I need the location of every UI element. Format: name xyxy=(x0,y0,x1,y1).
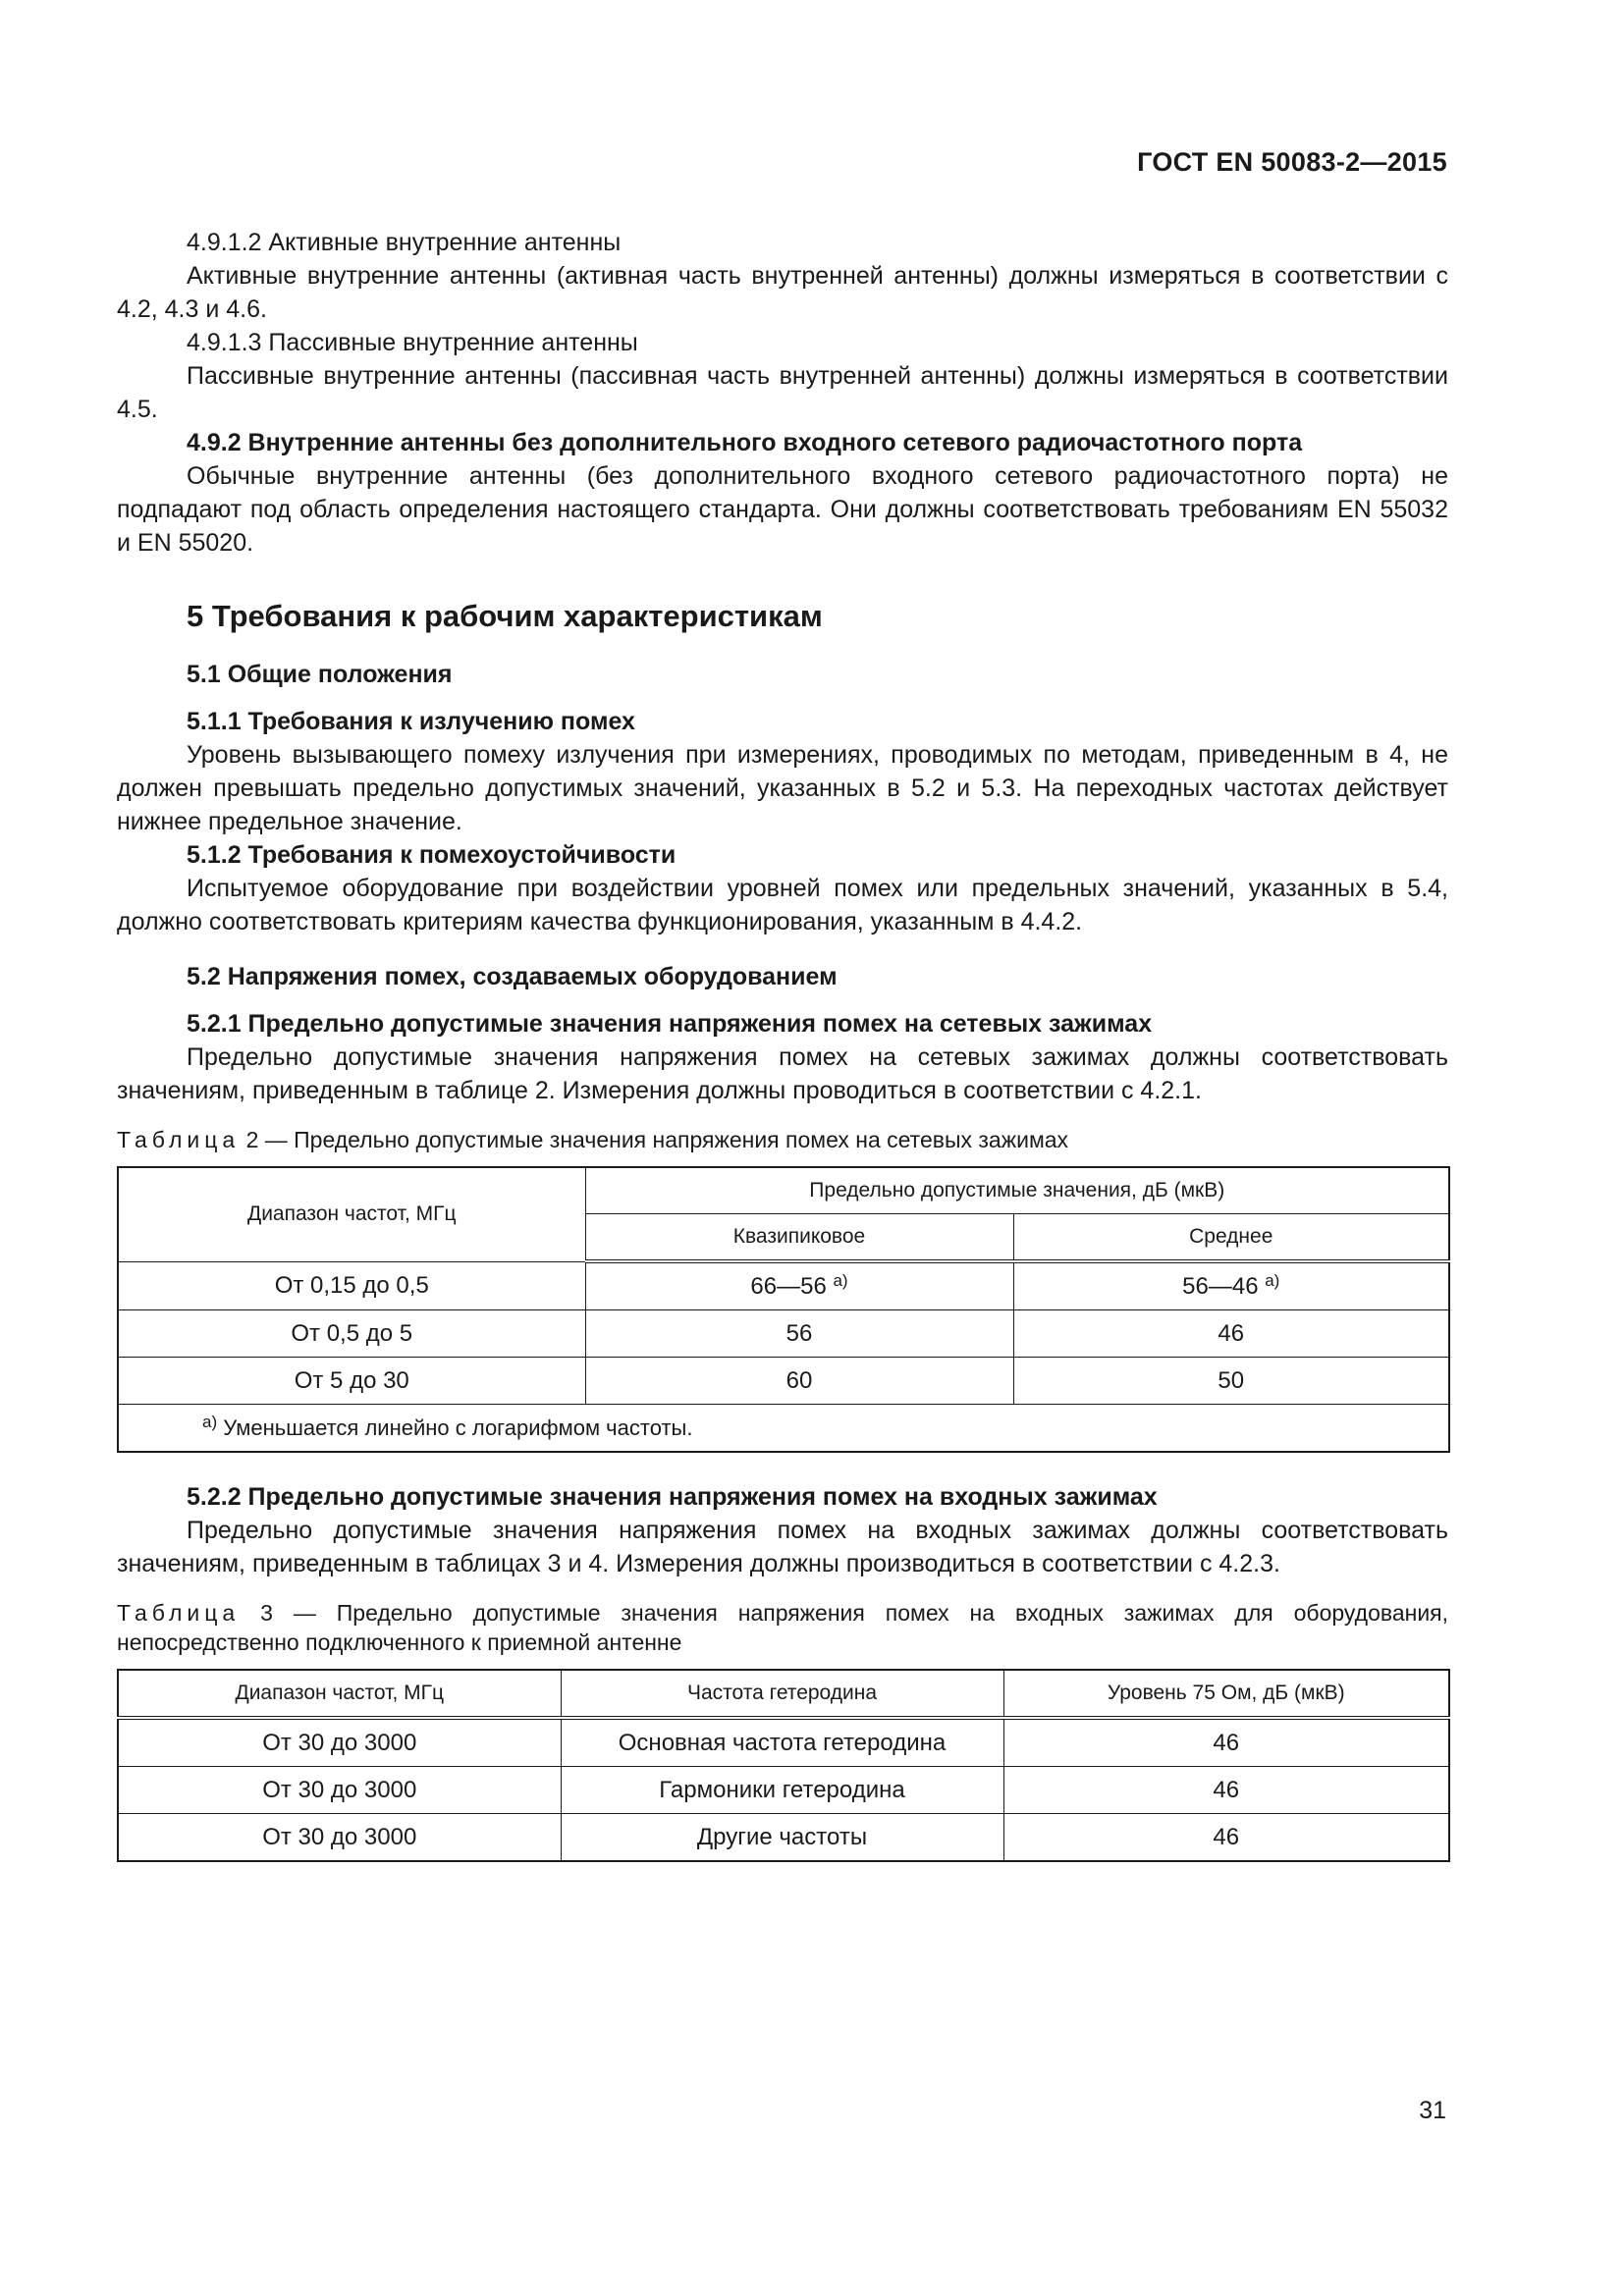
clause-5-1-2-heading: 5.1.2 Требования к помехоустойчивости xyxy=(187,841,677,869)
footnote-ref: а) xyxy=(833,1270,848,1290)
table-cell: 46 xyxy=(1003,1767,1449,1814)
clause-5-1-heading: 5.1 Общие положения xyxy=(187,661,453,688)
page-content xyxy=(117,226,1448,1862)
table-cell: 56—46 $^{а)}$ xyxy=(1013,1261,1449,1310)
clause-5-2-2-text: Предельно допустимые значения напряжения помех на входных зажимах должны соответствовать значениям, приведенным в таблицах 3 и 4. Измерения должны производиться в соответствии с 4.2.3. xyxy=(117,1517,1448,1577)
table-cell: 46 xyxy=(1013,1310,1449,1358)
table-row xyxy=(118,1261,1449,1310)
table-row xyxy=(118,1718,1449,1767)
table-3-caption-text: 3 — Предельно допустимые значения напряжения помех на входных зажимах для оборудования, непосредственно подключенного к приемной антенне xyxy=(117,1600,1449,1655)
table-2-caption-text: 2 — Предельно допустимые значения напряжения помех на сетевых зажимах xyxy=(245,1127,1069,1152)
table-3-caption xyxy=(117,1598,1448,1657)
clause-5-1-2-text: Испытуемое оборудование при воздействии уровней помех или предельных значений, указанных в 5.4, должно соответствовать критериям качества функционирования, указанным в 4.4.2. xyxy=(117,875,1448,935)
table-cell: 66—56 $^{а)}$ xyxy=(585,1261,1013,1310)
table-2-caption xyxy=(117,1125,1448,1154)
table-footnote xyxy=(118,1405,1449,1453)
document-id: ГОСТ EN 50083-2—2015 xyxy=(1137,147,1447,177)
clause-5-1-1-heading: 5.1.1 Требования к излучению помех xyxy=(187,708,635,735)
table-2-caption-label: Таблица xyxy=(117,1127,241,1152)
clause-4-9-1-2-title: 4.9.1.2 Активные внутренние антенны xyxy=(187,229,622,256)
table-cell: Основная частота гетеродина xyxy=(561,1718,1003,1767)
table-row xyxy=(118,1358,1449,1405)
clause-4-9-1-3-title: 4.9.1.3 Пассивные внутренние антенны xyxy=(187,329,638,356)
table-row xyxy=(118,1767,1449,1814)
table-cell: От 0,15 до 0,5 xyxy=(118,1261,585,1310)
clause-5-2-2-heading: 5.2.2 Предельно допустимые значения напряжения помех на входных зажимах xyxy=(187,1483,1158,1511)
table-row xyxy=(118,1310,1449,1358)
table-row xyxy=(118,1814,1449,1862)
table-cell: 46 xyxy=(1003,1718,1449,1767)
footnote-text: Уменьшается линейно с логарифмом частоты. xyxy=(223,1415,693,1440)
clause-5-2-heading: 5.2 Напряжения помех, создаваемых оборудованием xyxy=(187,963,838,990)
table-cell: От 30 до 3000 xyxy=(118,1767,561,1814)
table-cell: От 0,5 до 5 xyxy=(118,1310,585,1358)
clause-5-2-1-heading: 5.2.1 Предельно допустимые значения напряжения помех на сетевых зажимах xyxy=(187,1010,1153,1038)
table-3 xyxy=(117,1669,1450,1862)
table-cell: 60 xyxy=(585,1358,1013,1405)
table-cell: 50 xyxy=(1013,1358,1449,1405)
table-2-header-range: Диапазон частот, МГц xyxy=(118,1167,585,1261)
table-cell: 46 xyxy=(1003,1814,1449,1862)
page-number: 31 xyxy=(1419,2097,1446,2124)
table-3-header-lo: Частота гетеродина xyxy=(561,1670,1003,1718)
table-cell: От 30 до 3000 xyxy=(118,1814,561,1862)
clause-4-9-1-3-text: Пассивные внутренние антенны (пассивная часть внутренней антенны) должны измеряться в соответствии 4.5. xyxy=(117,362,1448,423)
clause-4-9-2-text: Обычные внутренние антенны (без дополнительного входного сетевого радиочастотного порта) не подпадают под область определения настоящего стандарта. Они должны соответствовать требованиям EN 55032 и EN 55020. xyxy=(117,462,1448,557)
table-2 xyxy=(117,1166,1450,1453)
clause-4-9-1-2-text: Активные внутренние антенны (активная часть внутренней антенны) должны измеряться в соответствии с 4.2, 4.3 и 4.6. xyxy=(117,262,1448,323)
table-cell: От 5 до 30 xyxy=(118,1358,585,1405)
table-3-header-level: Уровень 75 Ом, дБ (мкВ) xyxy=(1003,1670,1449,1718)
table-3-header-range: Диапазон частот, МГц xyxy=(118,1670,561,1718)
table-2-header-average: Среднее xyxy=(1013,1214,1449,1262)
table-cell: 56 xyxy=(585,1310,1013,1358)
footnote-ref: а) xyxy=(1265,1270,1280,1290)
table-2-header-quasi-peak: Квазипиковое xyxy=(585,1214,1013,1262)
table-2-header-limits: Предельно допустимые значения, дБ (мкВ) xyxy=(585,1167,1449,1214)
clause-4-9-2-title: 4.9.2 Внутренние антенны без дополнительного входного сетевого радиочастотного порта xyxy=(187,429,1303,456)
clause-5-2-1-text: Предельно допустимые значения напряжения помех на сетевых зажимах должны соответствовать значениям, приведенным в таблице 2. Измерения должны проводиться в соответствии с 4.2.1. xyxy=(117,1043,1448,1104)
section-5-heading: 5 Требования к рабочим характеристикам xyxy=(187,599,823,633)
footnote-mark: а) xyxy=(202,1412,218,1431)
table-cell: От 30 до 3000 xyxy=(118,1718,561,1767)
table-cell: Гармоники гетеродина xyxy=(561,1767,1003,1814)
table-footnote-row xyxy=(118,1405,1449,1453)
table-cell: Другие частоты xyxy=(561,1814,1003,1862)
table-3-caption-label: Таблица xyxy=(117,1600,241,1626)
clause-5-1-1-text: Уровень вызывающего помеху излучения при измерениях, проводимых по методам, приведенным в 4, не должен превышать предельно допустимых значений, указанных в 5.2 и 5.3. На переходных частотах действует нижнее предельное значение. xyxy=(117,741,1448,835)
